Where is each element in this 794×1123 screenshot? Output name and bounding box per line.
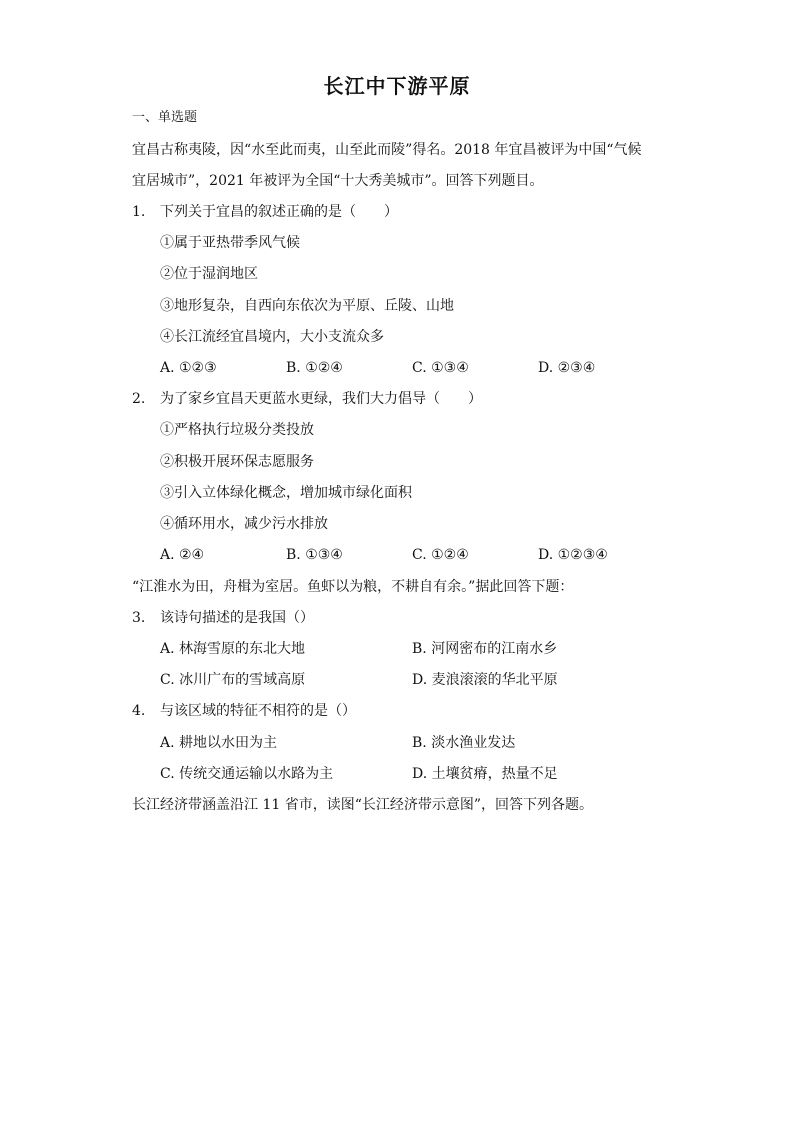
- question-text: 下列关于宜昌的叙述正确的是（ ）: [160, 204, 398, 220]
- question-text: 该诗句描述的是我国（）: [160, 610, 314, 626]
- statement-item: ③引入立体绿化概念，增加城市绿化面积: [160, 485, 412, 501]
- answer-option-d[interactable]: D. 土壤贫瘠，热量不足: [412, 766, 558, 782]
- answer-option-c[interactable]: C. ①②④: [412, 547, 469, 563]
- answer-option-a[interactable]: A. 耕地以水田为主: [160, 735, 278, 751]
- answer-option-c[interactable]: C. ①③④: [412, 360, 469, 376]
- answer-option-c[interactable]: C. 冰川广布的雪域高原: [160, 672, 306, 688]
- statement-item: ①严格执行垃圾分类投放: [160, 422, 314, 438]
- statement-item: ④长江流经宜昌境内，大小支流众多: [160, 329, 384, 345]
- section-heading: 一、单选题: [132, 110, 198, 125]
- statement-item: ③地形复杂，自西向东依次为平原、丘陵、山地: [160, 298, 454, 314]
- statement-item: ①属于亚热带季风气候: [160, 235, 300, 251]
- intro-paragraph-line: 宜昌古称夷陵，因“水至此而夷，山至此而陵”得名。2018 年宜昌被评为中国“气候: [132, 142, 642, 158]
- statement-item: ②积极开展环保志愿服务: [160, 454, 314, 470]
- question-text: 与该区域的特征不相符的是（）: [160, 703, 356, 719]
- answer-option-a[interactable]: A. ①②③: [160, 360, 217, 376]
- answer-option-b[interactable]: B. ①③④: [286, 547, 343, 563]
- answer-option-c[interactable]: C. 传统交通运输以水路为主: [160, 766, 334, 782]
- question-number: 3.: [132, 610, 146, 626]
- question-number: 1.: [132, 204, 146, 220]
- economic-belt-intro: 长江经济带涵盖沿江 11 省市，读图“长江经济带示意图”，回答下列各题。: [132, 797, 594, 813]
- answer-option-d[interactable]: D. 麦浪滚滚的华北平原: [412, 672, 558, 688]
- statement-item: ④循环用水，减少污水排放: [160, 516, 328, 532]
- answer-option-d[interactable]: D. ②③④: [538, 360, 596, 376]
- question-text: 为了家乡宜昌天更蓝水更绿，我们大力倡导（ ）: [160, 391, 482, 407]
- poem-intro: “江淮水为田，舟楫为室居。鱼虾以为粮，不耕自有余。”据此回答下题：: [132, 579, 574, 595]
- question-number: 2.: [132, 391, 146, 407]
- answer-option-b[interactable]: B. 淡水渔业发达: [412, 735, 516, 751]
- statement-item: ②位于湿润地区: [160, 266, 258, 282]
- answer-option-b[interactable]: B. 河网密布的江南水乡: [412, 641, 558, 657]
- question-number: 4.: [132, 703, 146, 719]
- answer-option-d[interactable]: D. ①②③④: [538, 547, 608, 563]
- answer-option-a[interactable]: A. 林海雪原的东北大地: [160, 641, 306, 657]
- page-title: 长江中下游平原: [323, 74, 471, 98]
- answer-option-a[interactable]: A. ②④: [160, 547, 205, 563]
- answer-option-b[interactable]: B. ①②④: [286, 360, 343, 376]
- intro-paragraph-line: 宜居城市”，2021 年被评为全国“十大秀美城市”。回答下列题目。: [132, 173, 544, 189]
